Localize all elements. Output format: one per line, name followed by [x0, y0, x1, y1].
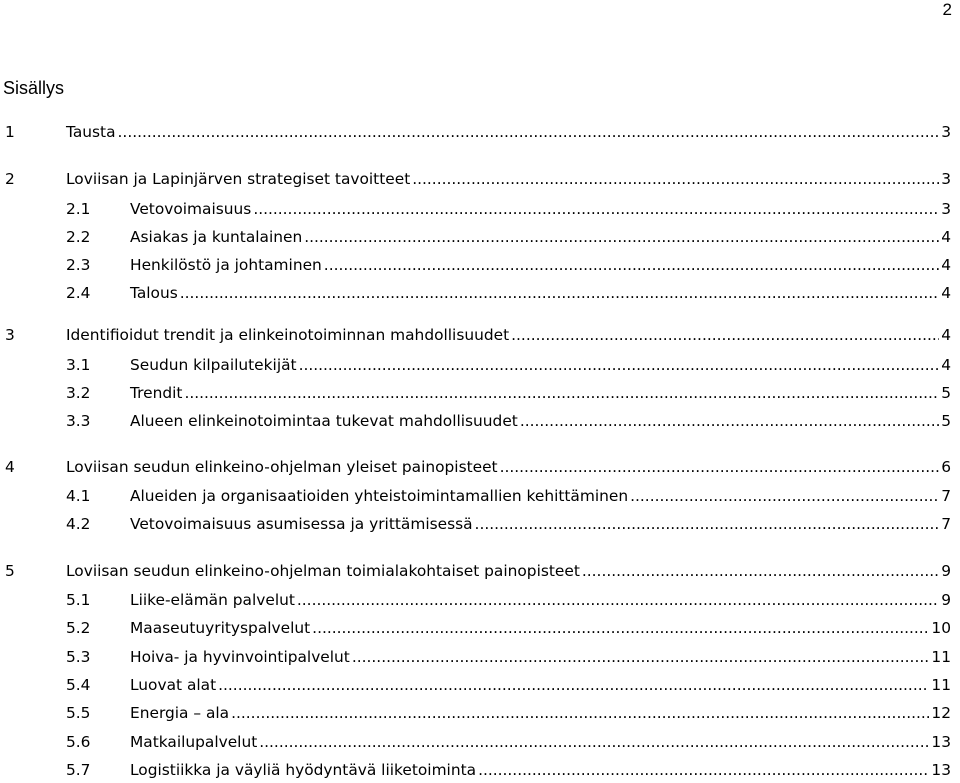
toc-entry-line	[130, 282, 951, 304]
toc-entry-line	[130, 702, 951, 724]
toc-entry[interactable]	[0, 382, 951, 404]
toc-entry-title[interactable]: Talous	[130, 284, 178, 302]
toc-entry-title[interactable]: Identifioidut trendit ja elinkeinotoiminnan mahdollisuudet	[66, 326, 510, 344]
dot-leader	[582, 560, 939, 582]
toc-entry[interactable]	[0, 617, 951, 639]
toc-entry[interactable]	[0, 254, 951, 276]
toc-entry-title[interactable]: Asiakas ja kuntalainen	[130, 228, 303, 246]
toc-entry-page: 6	[941, 458, 951, 476]
toc-entry[interactable]	[0, 513, 951, 535]
toc-entry-title[interactable]: Seudun kilpailutekijät	[130, 356, 297, 374]
toc-entry-title[interactable]: Luovat alat	[130, 676, 217, 694]
toc-entry-title[interactable]: Alueiden ja organisaatioiden yhteistoimintamallien kehittäminen	[130, 487, 629, 505]
toc-entry-page: 7	[941, 487, 951, 505]
toc-entry-page: 11	[931, 676, 951, 694]
toc-entry[interactable]	[0, 354, 951, 376]
toc-entry-page: 4	[941, 326, 951, 344]
dot-leader	[297, 589, 939, 611]
dot-leader	[324, 254, 939, 276]
toc-entry-line	[130, 226, 951, 248]
toc-entry-line	[66, 560, 951, 582]
dot-leader	[180, 282, 939, 304]
toc-entry-number: 4.1	[66, 487, 91, 505]
toc-entry[interactable]	[0, 168, 951, 190]
toc-entry[interactable]	[0, 702, 951, 724]
toc-entry-title[interactable]: Liike-elämän palvelut	[130, 591, 295, 609]
toc-entry-title[interactable]: Henkilöstö ja johtaminen	[130, 256, 322, 274]
dot-leader	[299, 354, 940, 376]
toc-entry-line	[66, 168, 951, 190]
dot-leader	[478, 759, 929, 781]
page-number: 2	[942, 0, 952, 19]
toc-entry[interactable]	[0, 674, 951, 696]
toc-entry-line	[130, 513, 951, 535]
toc-entry-number: 5.5	[66, 704, 91, 722]
toc-entry-number: 5.6	[66, 733, 91, 751]
toc-entry-page: 12	[931, 704, 951, 722]
dot-leader	[500, 456, 940, 478]
toc-entry-number: 4	[5, 458, 15, 476]
toc-entry-number: 1	[5, 123, 15, 141]
toc-entry[interactable]	[0, 485, 951, 507]
toc-entry-number: 2.3	[66, 256, 91, 274]
toc-entry-line	[66, 121, 951, 143]
toc-entry-title[interactable]: Hoiva- ja hyvinvointipalvelut	[130, 648, 350, 666]
dot-leader	[475, 513, 940, 535]
toc-entry-title[interactable]: Tausta	[66, 123, 116, 141]
toc-entry-title[interactable]: Loviisan seudun elinkeino-ohjelman yleiset painopisteet	[66, 458, 498, 476]
toc-entry-number: 5.7	[66, 761, 91, 779]
toc-entry[interactable]	[0, 226, 951, 248]
toc-entry-line	[130, 198, 951, 220]
dot-leader	[218, 674, 929, 696]
toc-entry-page: 4	[941, 356, 951, 374]
toc-entry-number: 5.3	[66, 648, 91, 666]
toc-entry-page: 5	[941, 384, 951, 402]
toc-entry-page: 13	[931, 733, 951, 751]
toc-entry-line	[130, 646, 951, 668]
toc-entry-line	[130, 382, 951, 404]
toc-entry-title[interactable]: Alueen elinkeinotoimintaa tukevat mahdollisuudet	[130, 412, 518, 430]
toc-entry-number: 2.2	[66, 228, 91, 246]
toc-entry-number: 3.3	[66, 412, 91, 430]
dot-leader	[118, 121, 940, 143]
dot-leader	[184, 382, 939, 404]
dot-leader	[253, 198, 939, 220]
dot-leader	[412, 168, 939, 190]
toc-entry[interactable]	[0, 121, 951, 143]
toc-entry-page: 7	[941, 515, 951, 533]
toc-entry-title[interactable]: Matkailupalvelut	[130, 733, 258, 751]
toc-entry-page: 4	[941, 284, 951, 302]
toc-entry-line	[130, 589, 951, 611]
toc-entry-page: 3	[941, 123, 951, 141]
toc-entry-line	[130, 731, 951, 753]
dot-leader	[511, 324, 939, 346]
toc-entry-title[interactable]: Loviisan seudun elinkeino-ohjelman toimialakohtaiset painopisteet	[66, 562, 580, 580]
toc-entry[interactable]	[0, 456, 951, 478]
toc-entry-page: 9	[941, 591, 951, 609]
toc-entry-number: 2.4	[66, 284, 91, 302]
toc-entry-number: 5.1	[66, 591, 91, 609]
toc-entry-page: 10	[931, 619, 951, 637]
dot-leader	[352, 646, 930, 668]
toc-entry-page: 3	[941, 200, 951, 218]
toc-entry[interactable]	[0, 646, 951, 668]
toc-entry[interactable]	[0, 410, 951, 432]
toc-entry-title[interactable]: Energia – ala	[130, 704, 230, 722]
toc-entry-number: 3	[5, 326, 15, 344]
toc-entry-page: 5	[941, 412, 951, 430]
toc-entry-line	[130, 354, 951, 376]
toc-entry-title[interactable]: Trendit	[130, 384, 183, 402]
toc-entry-line	[130, 485, 951, 507]
toc-entry-line	[130, 674, 951, 696]
toc-entry[interactable]	[0, 589, 951, 611]
toc-entry-line	[66, 456, 951, 478]
toc-entry-number: 5.2	[66, 619, 91, 637]
toc-entry-line	[130, 254, 951, 276]
dot-leader	[304, 226, 939, 248]
toc-entry-number: 5	[5, 562, 15, 580]
toc-entry-page: 3	[941, 170, 951, 188]
toc-entry-title[interactable]: Vetovoimaisuus	[130, 200, 252, 218]
toc-entry-title[interactable]: Logistiikka ja väyliä hyödyntävä liiketoiminta	[130, 761, 477, 779]
toc-entry[interactable]	[0, 324, 951, 346]
toc-entry-number: 5.4	[66, 676, 91, 694]
toc-entry-page: 11	[931, 648, 951, 666]
toc-entry-line	[130, 410, 951, 432]
toc-entry-page: 9	[941, 562, 951, 580]
dot-leader	[312, 617, 929, 639]
toc-entry-page: 4	[941, 256, 951, 274]
dot-leader	[259, 731, 929, 753]
toc-entry[interactable]	[0, 731, 951, 753]
dot-leader	[520, 410, 939, 432]
toc-entry-number: 4.2	[66, 515, 91, 533]
toc-heading: Sisällys	[3, 78, 65, 98]
toc-entry-number: 3.1	[66, 356, 91, 374]
toc-entry-number: 3.2	[66, 384, 91, 402]
toc-entry-page: 13	[931, 761, 951, 779]
toc-entry-line	[130, 617, 951, 639]
dot-leader	[630, 485, 939, 507]
toc-entry-title[interactable]: Maaseutuyrityspalvelut	[130, 619, 311, 637]
toc-entry-number: 2	[5, 170, 15, 188]
toc-entry-number: 2.1	[66, 200, 91, 218]
dot-leader	[231, 702, 929, 724]
toc-entry-line	[130, 759, 951, 781]
toc-entry[interactable]	[0, 282, 951, 304]
toc-entry-title[interactable]: Loviisan ja Lapinjärven strategiset tavoitteet	[66, 170, 411, 188]
toc-entry-title[interactable]: Vetovoimaisuus asumisessa ja yrittämisessä	[130, 515, 473, 533]
toc-entry-line	[66, 324, 951, 346]
toc-entry[interactable]	[0, 198, 951, 220]
toc-entry[interactable]	[0, 759, 951, 781]
toc-entry[interactable]	[0, 560, 951, 582]
toc-entry-page: 4	[941, 228, 951, 246]
